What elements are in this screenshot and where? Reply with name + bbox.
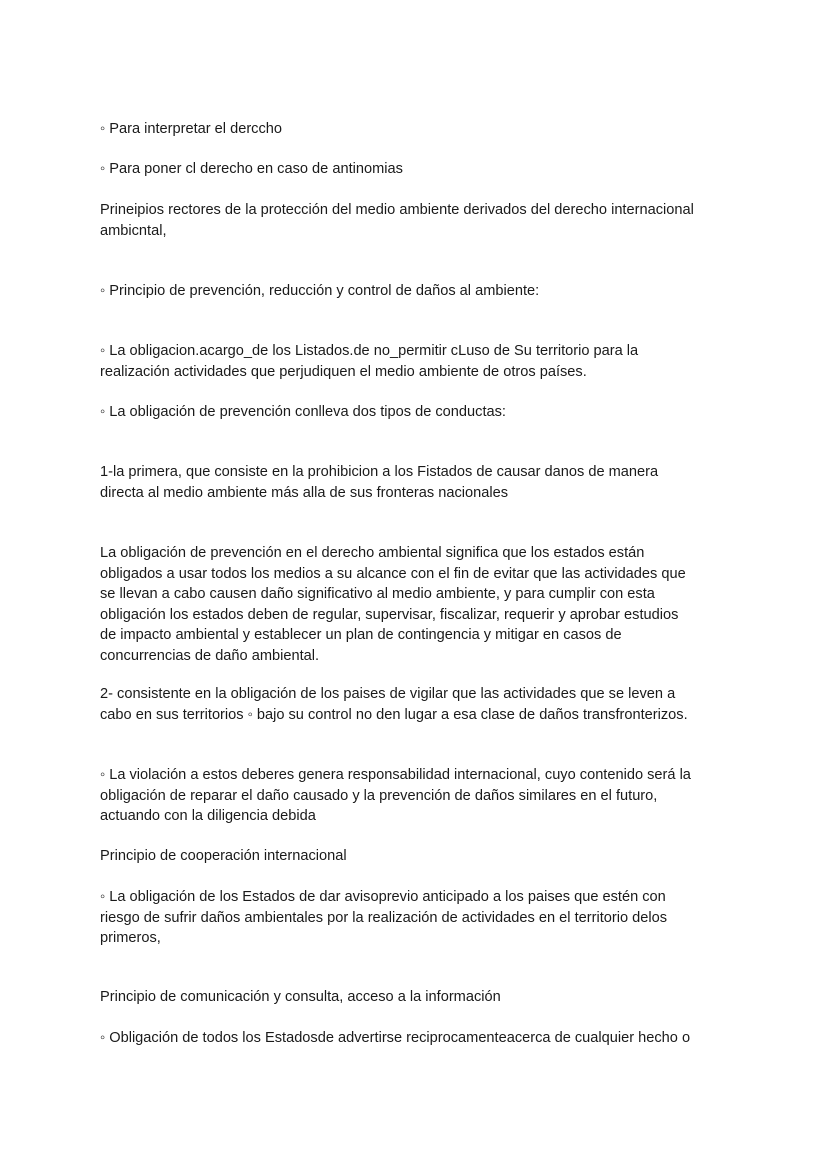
text-line: actuando con la diligencia debida	[100, 808, 316, 824]
text-line: ◦ La violación a estos deberes genera responsabilidad internacional, cuyo contenido será la	[100, 767, 691, 783]
bullet-advertirse	[100, 1028, 730, 1049]
text-line: realización actividades que perjudiquen el medio ambiente de otros países.	[100, 363, 587, 380]
bullet-antinomias	[100, 159, 730, 180]
text-line: riesgo de sufrir daños ambientales por la realización de actividades en el territorio delos	[100, 909, 668, 926]
text-line: Principio de comunicación y consulta, acceso a la información	[100, 989, 501, 1005]
item-segunda-conducta	[100, 684, 730, 725]
bullet-obligacion-prevencion	[100, 402, 730, 423]
text-line: ◦ Para interpretar el dercсho	[100, 121, 283, 137]
bullet-principio-prevencion	[100, 281, 730, 302]
text-line: ambicntal,	[100, 222, 167, 239]
text-line: ◦ La obligación de prevención conlleva dos tipos de conductas:	[100, 404, 506, 420]
text-line: Prineipios rectores de la protección del medio ambiente derivados del derecho internacional	[100, 202, 694, 218]
bullet-aviso-previo	[100, 887, 730, 949]
text-line: 1-la primera, que consiste en la prohibicion a los Fistados de causar danos de manera	[100, 464, 659, 480]
text-line: primeros,	[100, 930, 161, 946]
text-line: obligación de reparar el daño causado y la prevención de daños similares en el futuro,	[100, 787, 658, 804]
heading-cooperacion	[100, 846, 730, 867]
text-line: ◦ Para poner cl derecho en caso de antinomias	[100, 161, 403, 177]
text-line: ◦ La obligación de los Estados de dar avisoprevio anticipado a los paises que estén con	[100, 889, 666, 905]
item-primera-conducta	[100, 462, 730, 503]
heading-comunicacion	[100, 987, 730, 1008]
bullet-obligacion-estados	[100, 341, 730, 382]
paragraph-obligacion-prevencion-derecho	[100, 543, 730, 666]
text-line: cabo en sus territorios ◦ bajo su control no den lugar a esa clase de daños transfronterizos.	[100, 706, 688, 723]
text-line: de impacto ambiental y establecer un plan de contingencia y mitigar en casos de	[100, 627, 622, 643]
bullet-interpretar	[100, 119, 730, 140]
text-line: directa al medio ambiente más alla de sus fronteras nacionales	[100, 484, 509, 501]
text-line: La obligación de prevención en el derecho ambiental significa que los estados están	[100, 545, 645, 561]
text-line: obligados a usar todos los medios a su alcance con el fin de evitar que las actividades que	[100, 565, 686, 582]
text-line: se llevan a cabo causen daño significativo al medio ambiente, y para cumplir con esta	[100, 586, 655, 602]
text-line: ◦ La obligacion.acargo_de los Listados.de no_permitir cLuso de Su territorio para la	[100, 343, 639, 359]
text-line: Principio de cooperación internacional	[100, 848, 347, 864]
text-line: ◦ Obligación de todos los Estadosde advertirse reciprocamenteacerca de cualquier hecho o	[100, 1030, 691, 1046]
bullet-violacion-deberes	[100, 765, 730, 827]
heading-principios-rectores	[100, 200, 730, 241]
text-line: concurrencias de daño ambiental.	[100, 647, 320, 664]
text-line: obligación los estados deben de regular, supervisar, fiscalizar, requerir y aprobar estudios	[100, 606, 679, 623]
text-line: ◦ Principio de prevención, reducción y control de daños al ambiente:	[100, 283, 540, 299]
text-line: 2- consistente en la obligación de los paises de vigilar que las actividades que se leven a	[100, 686, 676, 702]
